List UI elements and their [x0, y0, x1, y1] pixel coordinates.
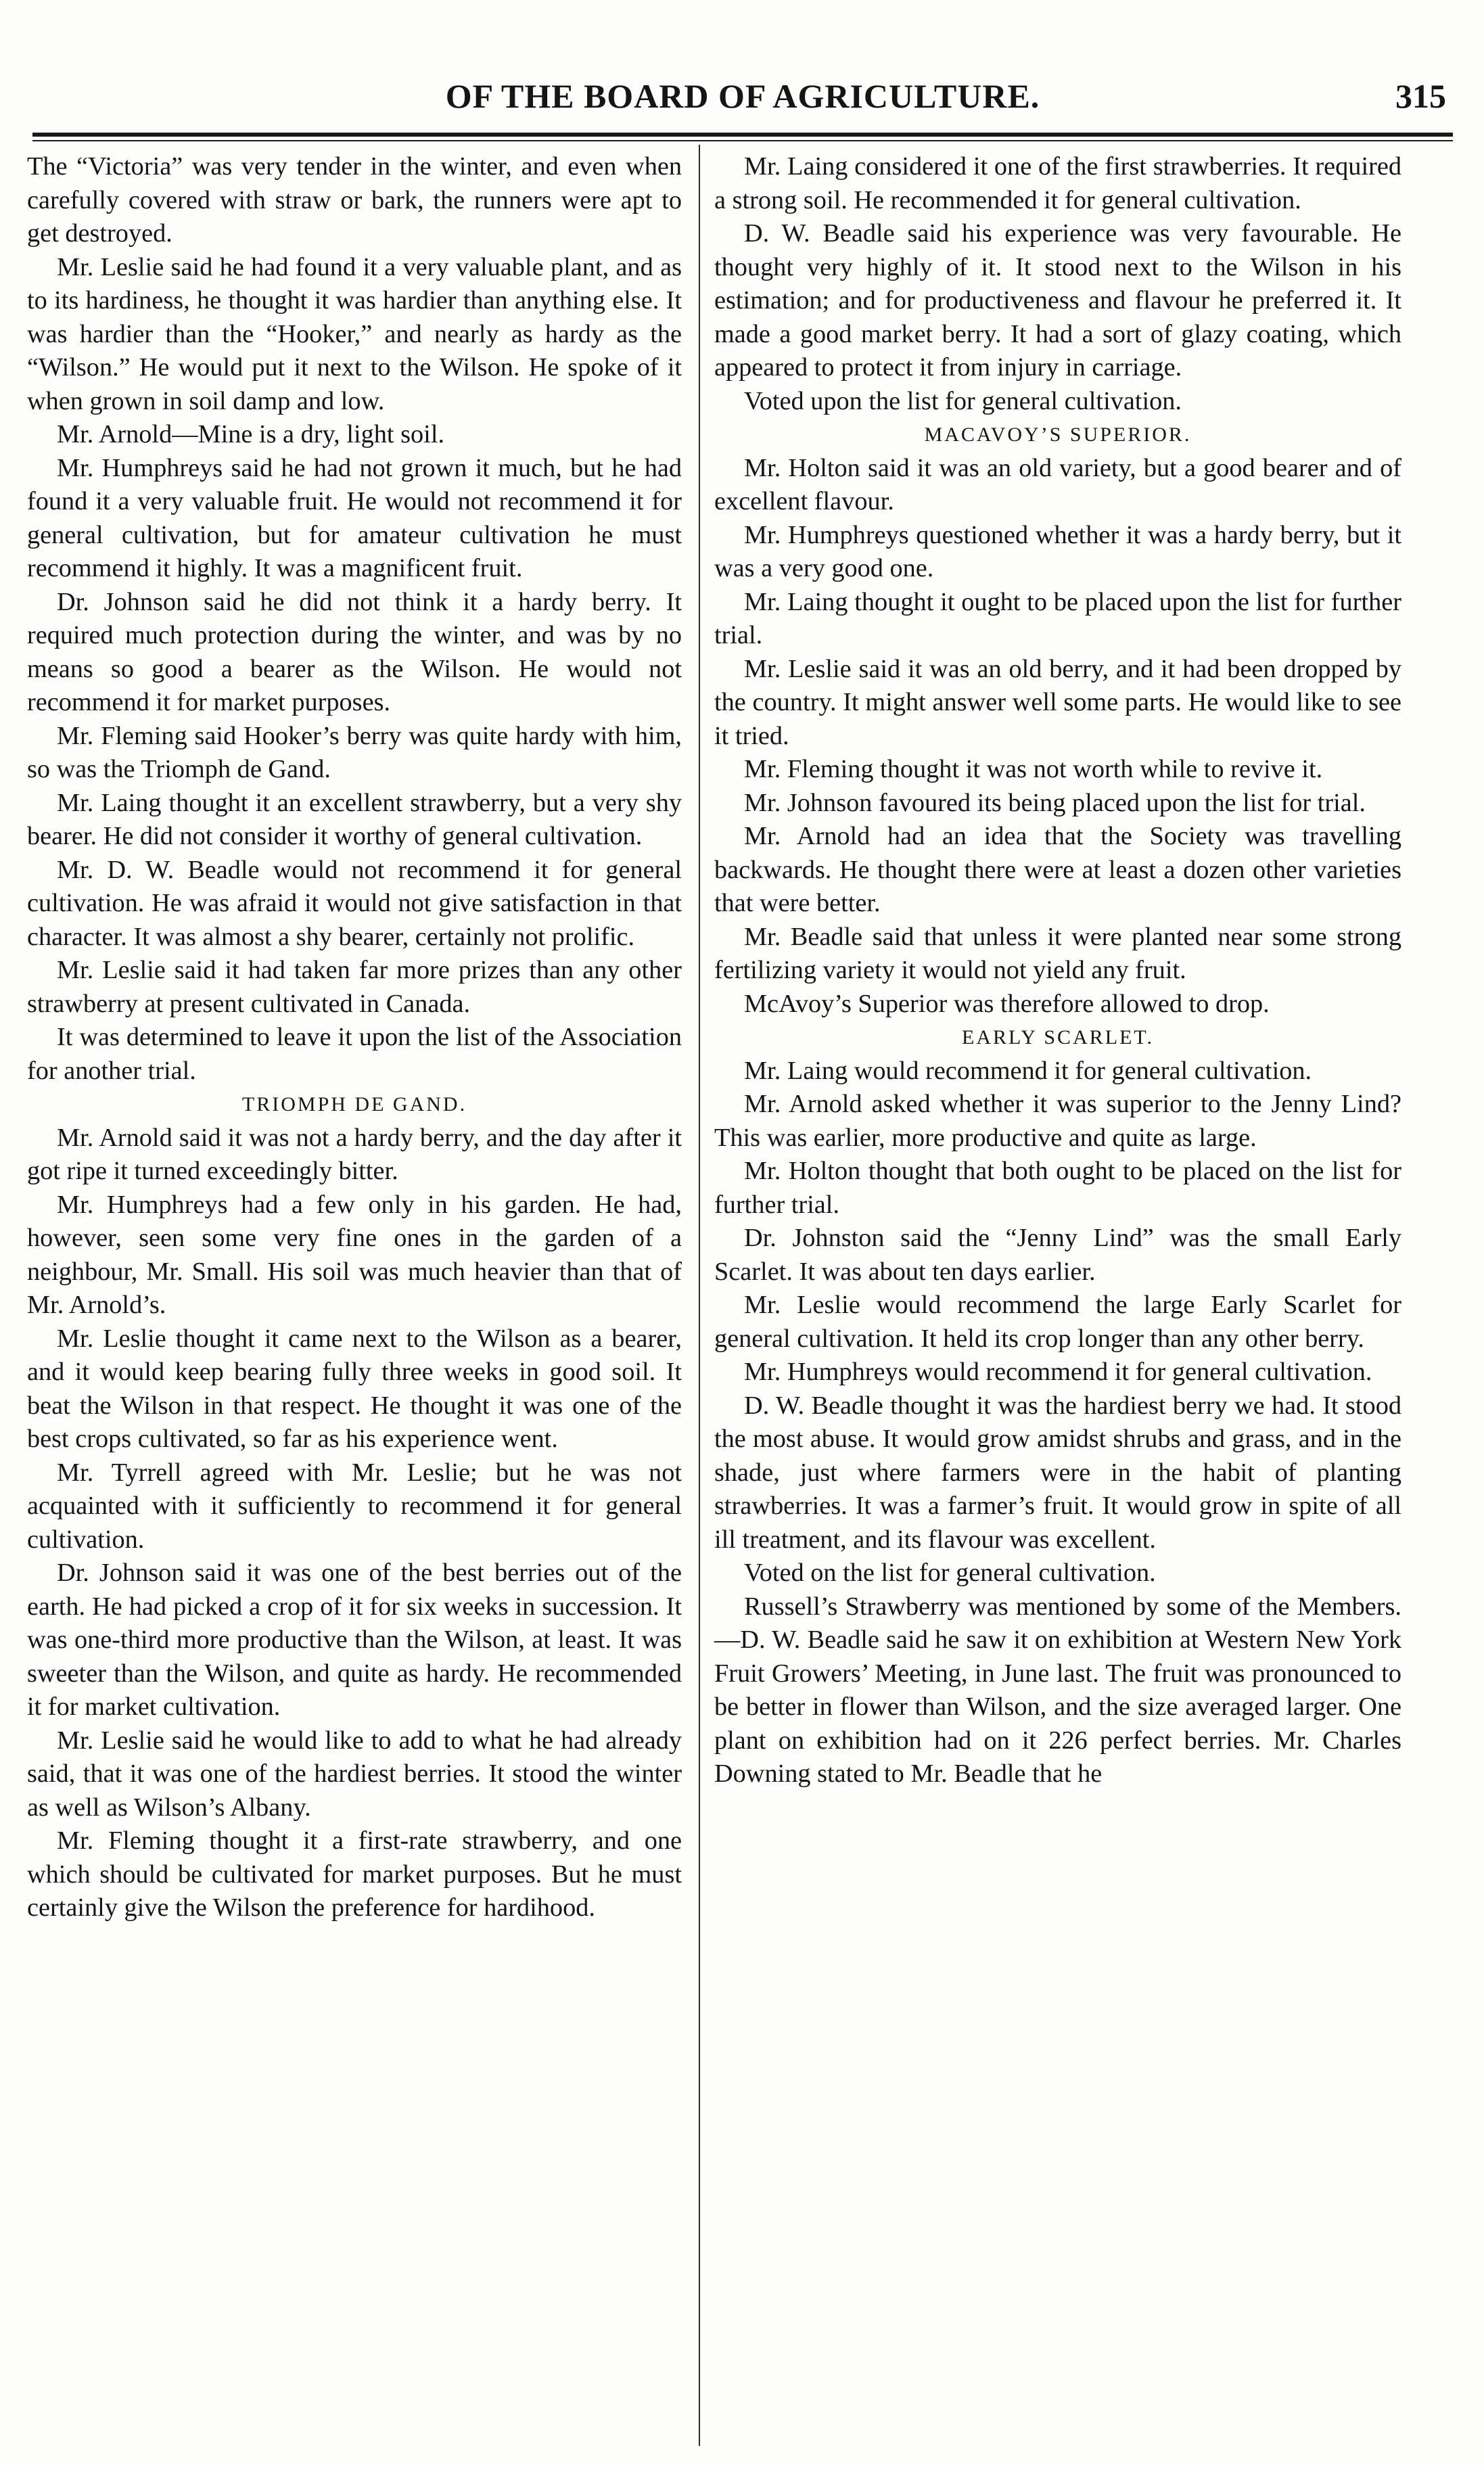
paragraph: Mr. Arnold asked whether it was superior to the Jenny Lind? This was earlier, more productive and quite as large.: [714, 1090, 1401, 1152]
right-column: [714, 150, 1401, 1791]
paragraph: Mr. Humphreys questioned whether it was a hardy berry, but it was a very good one.: [714, 520, 1401, 582]
paragraph: Mr. Leslie said it had taken far more prizes than any other strawberry at present cultivated in Canada.: [27, 956, 682, 1018]
column-divider: [699, 145, 700, 2446]
paragraph: D. W. Beadle thought it was the hardiest berry we had. It stood the most abuse. It would grow amidst shrubs and grass, and in the shade, just where farmers were in the habit of planting strawberries. It was a farmer’s fruit. It would grow in spite of all ill treatment, and its flavour was excellent.: [714, 1391, 1401, 1554]
paragraph: Dr. Johnston said the “Jenny Lind” was the small Early Scarlet. It was about ten days earlier.: [714, 1224, 1401, 1286]
paragraph: The “Victoria” was very tender in the winter, and even when carefully covered with straw or bark, the runners were apt to get destroyed.: [27, 152, 682, 248]
left-column: [27, 150, 682, 1925]
paragraph: Mr. Fleming said Hooker’s berry was quite hardy with him, so was the Triomph de Gand.: [27, 721, 682, 783]
header-rule-thick: [32, 133, 1453, 137]
paragraph: Mr. Leslie said he would like to add to what he had already said, that it was one of the hardiest berries. It stood the winter as well as Wilson’s Albany.: [27, 1726, 682, 1822]
header-rule-thin: [32, 140, 1453, 141]
paragraph: Mr. Leslie would recommend the large Early Scarlet for general cultivation. It held its crop longer than any other berry.: [714, 1291, 1401, 1353]
paragraph: Mr. Humphreys said he had not grown it much, but he had found it a very valuable fruit. He would not recommend it for general cultivation, but for amateur cultivation he must recommend it highly. It was a magnificent fruit.: [27, 453, 682, 582]
paragraph: Mr. Leslie said it was an old berry, and it had been dropped by the country. It might answer well some parts. He would like to see it tried.: [714, 654, 1401, 750]
paragraph: Mr. Arnold—Mine is a dry, light soil.: [57, 420, 445, 448]
paragraph: It was determined to leave it upon the list of the Association for another trial.: [27, 1023, 682, 1085]
paragraph: D. W. Beadle said his experience was very favourable. He thought very highly of it. It stood next to the Wilson in his estimation; and for productiveness and flavour he preferred it. It made a good market berry. It had a sort of glazy coating, which appeared to protect it from injury in carriage.: [714, 219, 1401, 382]
page-number: 315: [1395, 77, 1446, 115]
paragraph: Mr. Arnold said it was not a hardy berry, and the day after it got ripe it turned exceedingly bitter.: [27, 1123, 682, 1185]
paragraph: Voted upon the list for general cultivation.: [744, 386, 1182, 415]
paragraph: Mr. Holton thought that both ought to be placed on the list for further trial.: [714, 1157, 1401, 1219]
paragraph: Mr. Holton said it was an old variety, but a good bearer and of excellent flavour.: [714, 453, 1401, 515]
paragraph: Voted on the list for general cultivation.: [744, 1559, 1156, 1587]
paragraph: Mr. Leslie thought it came next to the Wilson as a bearer, and it would keep bearing fully three weeks in good soil. It beat the Wilson in that respect. He thought it was one of the best crops cultivated, so far as his experience went.: [27, 1324, 682, 1453]
paragraph: Mr. Beadle said that unless it were planted near some strong fertilizing variety it would not yield any fruit.: [714, 922, 1401, 984]
paragraph: Mr. D. W. Beadle would not recommend it for general cultivation. He was afraid it would not give satisfaction in that character. It was almost a shy bearer, certainly not prolific.: [27, 855, 682, 951]
paragraph: Mr. Laing considered it one of the first strawberries. It required a strong soil. He recommended it for general cultivation.: [714, 152, 1401, 214]
paragraph: Mr. Leslie said he had found it a very valuable plant, and as to its hardiness, he thought it was hardier than anything else. It was hardier than the “Hooker,” and nearly as hardy as the “Wilson.” He would put it next to the Wilson. He spoke of it when grown in soil damp and low.: [27, 252, 682, 415]
paragraph: Dr. Johnson said it was one of the best berries out of the earth. He had picked a crop of it for six weeks in succession. It was one-third more productive than the Wilson, at least. It was sweeter than the Wilson, and quite as hardy. He recommended it for market cultivation.: [27, 1559, 682, 1721]
paragraph: Russell’s Strawberry was mentioned by some of the Members.—D. W. Beadle said he saw it on exhibition at Western New York Fruit Growers’ Meeting, in June last. The fruit was pronounced to be better in flower than Wilson, and the size averaged larger. One plant on exhibition had on it 226 perfect berries. Mr. Charles Downing stated to Mr. Beadle that he: [714, 1592, 1401, 1788]
paragraph: Mr. Humphreys would recommend it for general cultivation.: [744, 1358, 1372, 1386]
section-heading: TRIOMPH DE GAND.: [241, 1093, 467, 1115]
paragraph: Mr. Laing would recommend it for general cultivation.: [744, 1056, 1312, 1085]
paragraph: Mr. Fleming thought it was not worth while to revive it.: [744, 755, 1323, 783]
paragraph: Mr. Fleming thought it a first-rate strawberry, and one which should be cultivated for market purposes. But he must certainly give the Wilson the preference for hardihood.: [27, 1826, 682, 1922]
paragraph: Dr. Johnson said he did not think it a hardy berry. It required much protection during the winter, and was by no means so good a bearer as the Wilson. He would not recommend it for market purposes.: [27, 587, 682, 716]
paragraph: McAvoy’s Superior was therefore allowed to drop.: [744, 989, 1270, 1018]
paragraph: Mr. Humphreys had a few only in his garden. He had, however, seen some very fine ones in the garden of a neighbour, Mr. Small. His soil was much heavier than that of Mr. Arnold’s.: [27, 1190, 682, 1319]
paragraph: Mr. Laing thought it an excellent strawberry, but a very shy bearer. He did not consider it worthy of general cultivation.: [27, 788, 682, 850]
paragraph: Mr. Tyrrell agreed with Mr. Leslie; but he was not acquainted with it sufficiently to recommend it for general cultivation.: [27, 1458, 682, 1554]
paragraph: Mr. Arnold had an idea that the Society was travelling backwards. He thought there were at least a dozen other varieties that were better.: [714, 822, 1401, 917]
section-heading: MACAVOY’S SUPERIOR.: [924, 423, 1192, 446]
paragraph: Mr. Laing thought it ought to be placed upon the list for further trial.: [714, 587, 1401, 649]
page-header: [32, 76, 1453, 124]
paragraph: Mr. Johnson favoured its being placed upon the list for trial.: [744, 788, 1366, 817]
section-heading: EARLY SCARLET.: [962, 1026, 1154, 1049]
running-head: OF THE BOARD OF AGRICULTURE.: [445, 77, 1040, 115]
